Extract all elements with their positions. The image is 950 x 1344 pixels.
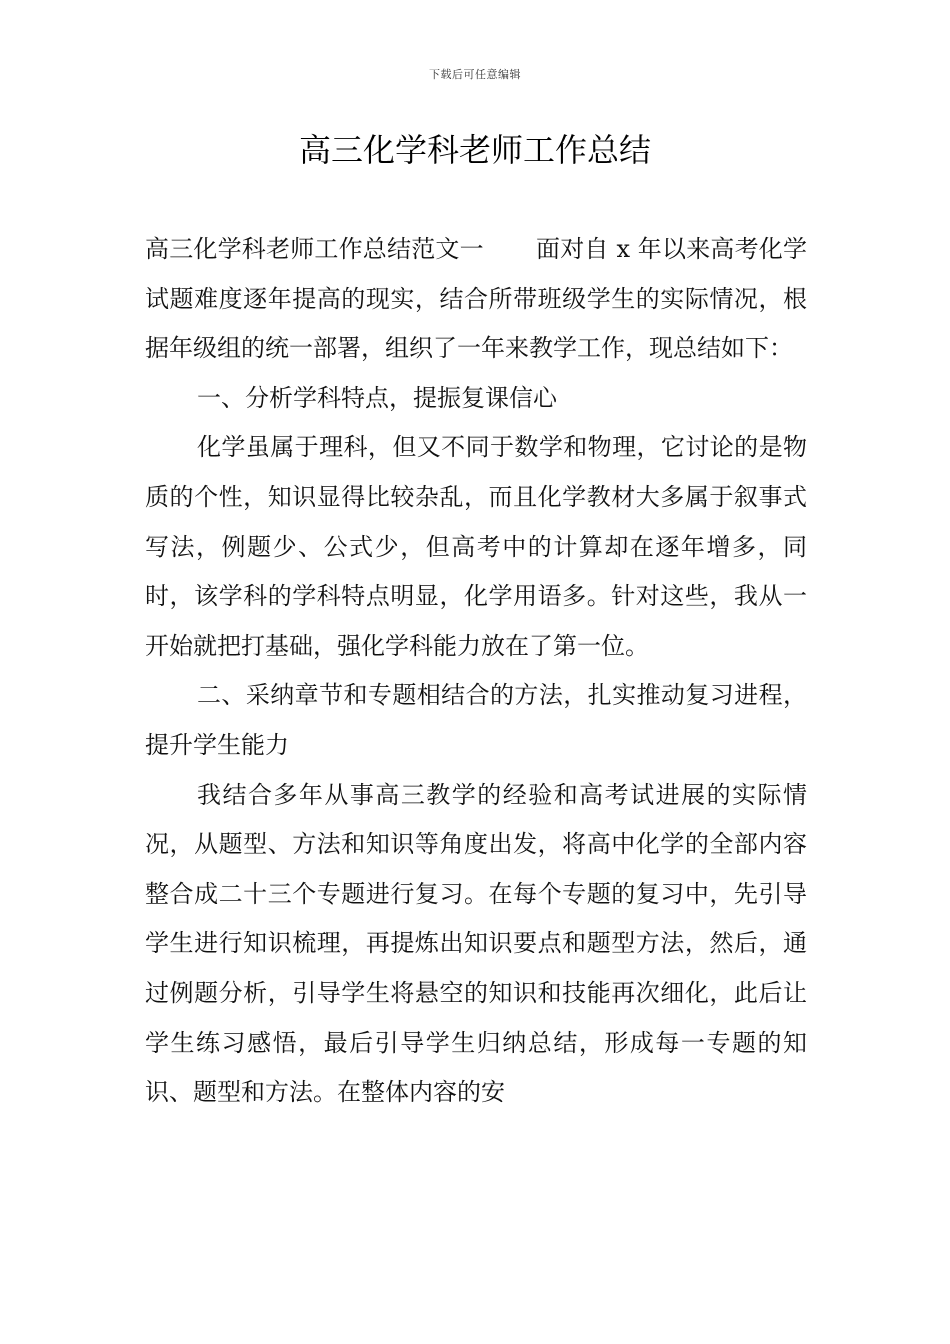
- intro-lead: 高三化学科老师工作总结范文一: [145, 235, 484, 263]
- intro-paragraph: [145, 225, 807, 374]
- section1-heading: 一、分析学科特点，提振复课信心: [197, 383, 557, 412]
- header-note: 下载后可任意编辑: [429, 68, 521, 81]
- document-title: 高三化学科老师工作总结: [298, 131, 651, 169]
- section2-heading: 二、采纳章节和专题相结合的方法，扎实推动复习进程，提升学生能力: [145, 681, 807, 759]
- section1-body: 化学虽属于理科，但又不同于数学和物理，它讨论的是物质的个性，知识显得比较杂乱，而且化学教材大多属于叙事式写法，例题少、公式少，但高考中的计算却在逐年增多，同时，该学科的学科特点明显，化学用语多。针对这些，我从一开始就把打基础，强化学科能力放在了第一位。: [145, 433, 807, 660]
- section2-body: 我结合多年从事高三教学的经验和高考试进展的实际情况，从题型、方法和知识等角度出发，将高中化学的全部内容整合成二十三个专题进行复习。在每个专题的复习中，先引导学生进行知识梳理，再提炼出知识要点和题型方法，然后，通过例题分析，引导学生将悬空的知识和技能再次细化，此后让学生练习感悟，最后引导学生归纳总结，形成每一专题的知识、题型和方法。在整体内容的安: [145, 780, 807, 1107]
- document-body: [145, 225, 807, 1118]
- intro-text: 面对自 x 年以来高考化学试题难度逐年提高的现实，结合所带班级学生的实际情况，根据年级组的统一部署，组织了一年来教学工作，现总结如下：: [145, 235, 808, 363]
